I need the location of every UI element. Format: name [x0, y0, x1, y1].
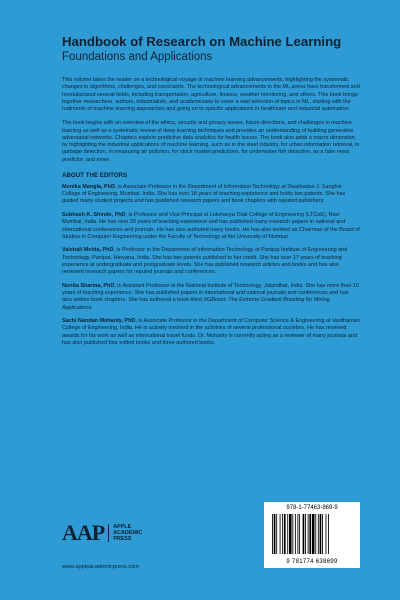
publisher-name-line: ACADEMIC: [113, 529, 143, 536]
editor-name: Monika Mangla, PhD: [62, 183, 115, 190]
cover-footer: [62, 502, 360, 572]
editor-bio: [62, 283, 360, 312]
description-paragraph-1: This volume takes the reader on a technological voyage of machine learning advancements, highlighting the systematic changes in algorithms, challenges, and constraints. The technological advancements in the ML arena have transformed and revolutionized several fields, including transportation, agriculture, finance, weather monitoring, and others. This book brings together researchers, authors, industrialists, and academicians to cover a vast selection of topics in ML, starting with the rudiments of machine learning approaches and going on to specific applications in healthcare and industrial automation.: [62, 77, 360, 113]
book-title: Handbook of Research on Machine Learning: [62, 34, 342, 49]
editor-bio: [62, 318, 360, 347]
book-subtitle: Foundations and Applications: [62, 51, 213, 64]
about-editors-heading: ABOUT THE EDITORS: [62, 171, 128, 179]
publisher-logo-mark: AAP: [62, 520, 105, 545]
editor-bio-text: , is Associate Professor in the Department of Computer Science & Engineering at Vardhaman College of Engineering, India. He is actively involved in the activities of several professional societies. He has received awards for his work as well as international travel funds. Dr. Mohanty is currently acting as a reviewer of many journals and has also published four edited books and three authored books.: [62, 318, 360, 346]
editor-name: Nonita Sharma, PhD: [62, 282, 115, 289]
editor-name: Sachi Nandan Mohanty, PhD: [62, 318, 136, 325]
editor-bio-text: , is Professor and Vice Principal at Lokmanya Tilak College of Engineering (LTCoE), Navi Mumbai, India. He has over 20 years of teaching experience and has published many research papers in national and international conferences and journals. He has also authored many books. He has also worked as Chairman of the Board of Studies in Computer Engineering under the Faculty of Technology at the University of Mumbai.: [62, 212, 360, 240]
publisher-name-line: APPLE: [113, 523, 132, 530]
editor-name: Subhash K. Shinde, PhD: [62, 212, 126, 219]
publisher-logo: [62, 520, 142, 546]
barcode: [264, 502, 360, 568]
editor-bio: [62, 184, 360, 206]
editor-bio-text: , is Associate Professor in the Department of Information Technology at Dwarkadas J. Sanghvi College of Engineering, Mumbai, India. She has over 18 years of teaching experience and holds two patents. She has guided many student projects and has published research papers and book chapters with reputed publishers.: [62, 183, 346, 205]
description-paragraph-2: The book begins with an overview of the ethics, security and privacy issues, future directions, and challenges in machine learning as well as a systematic review of deep learning techniques and provides an understanding of building generative adversarial networks. Chapters explore predictive data analytics for health issues. The book also adds a macro dimension by highlighting the industrial applications of machine learning, such as in the steel industry, for urban information retrieval, in garbage detection, in measuring air pollution, for stock market predictions, for underwater fish detection, as a fake news predictor, and more.: [62, 120, 360, 163]
editor-bio: [62, 212, 360, 241]
editor-bio-text: , is Professor in the Department of Information Technology at Panipat Institute of Engineering and Technology, Panipat, Haryana, India. She has two patents published to her credit. She has over 17 years of teaching experience at undergraduate and postgraduate levels. She has published research articles and books and has also reviewed research papers for reputed journals and conferences.: [62, 247, 348, 276]
editor-bio-text: , is Assistant Professor at the National Institute of Technology, Jalandhar, India. She has more than 10 years of teaching experience. She has published papers in international and national journals and conferences and has also written book chapters. She has authored a book titled: [62, 282, 359, 304]
barcode-bars-icon: [272, 514, 352, 554]
editor-bio: [62, 247, 360, 276]
publisher-website: www.appleacademicpress.com: [62, 564, 139, 570]
isbn-label: 978-1-77463-869-9: [286, 505, 338, 511]
publisher-name-line: PRESS: [113, 536, 132, 543]
barcode-number: 9 781774 638699: [286, 559, 338, 565]
publisher-name: [108, 524, 142, 543]
editor-name: Vaishali Mehta, PhD: [62, 247, 114, 254]
editor-book-title: XGBoost: The Extreme Gradient Boosting for Mining Applications.: [62, 297, 330, 311]
